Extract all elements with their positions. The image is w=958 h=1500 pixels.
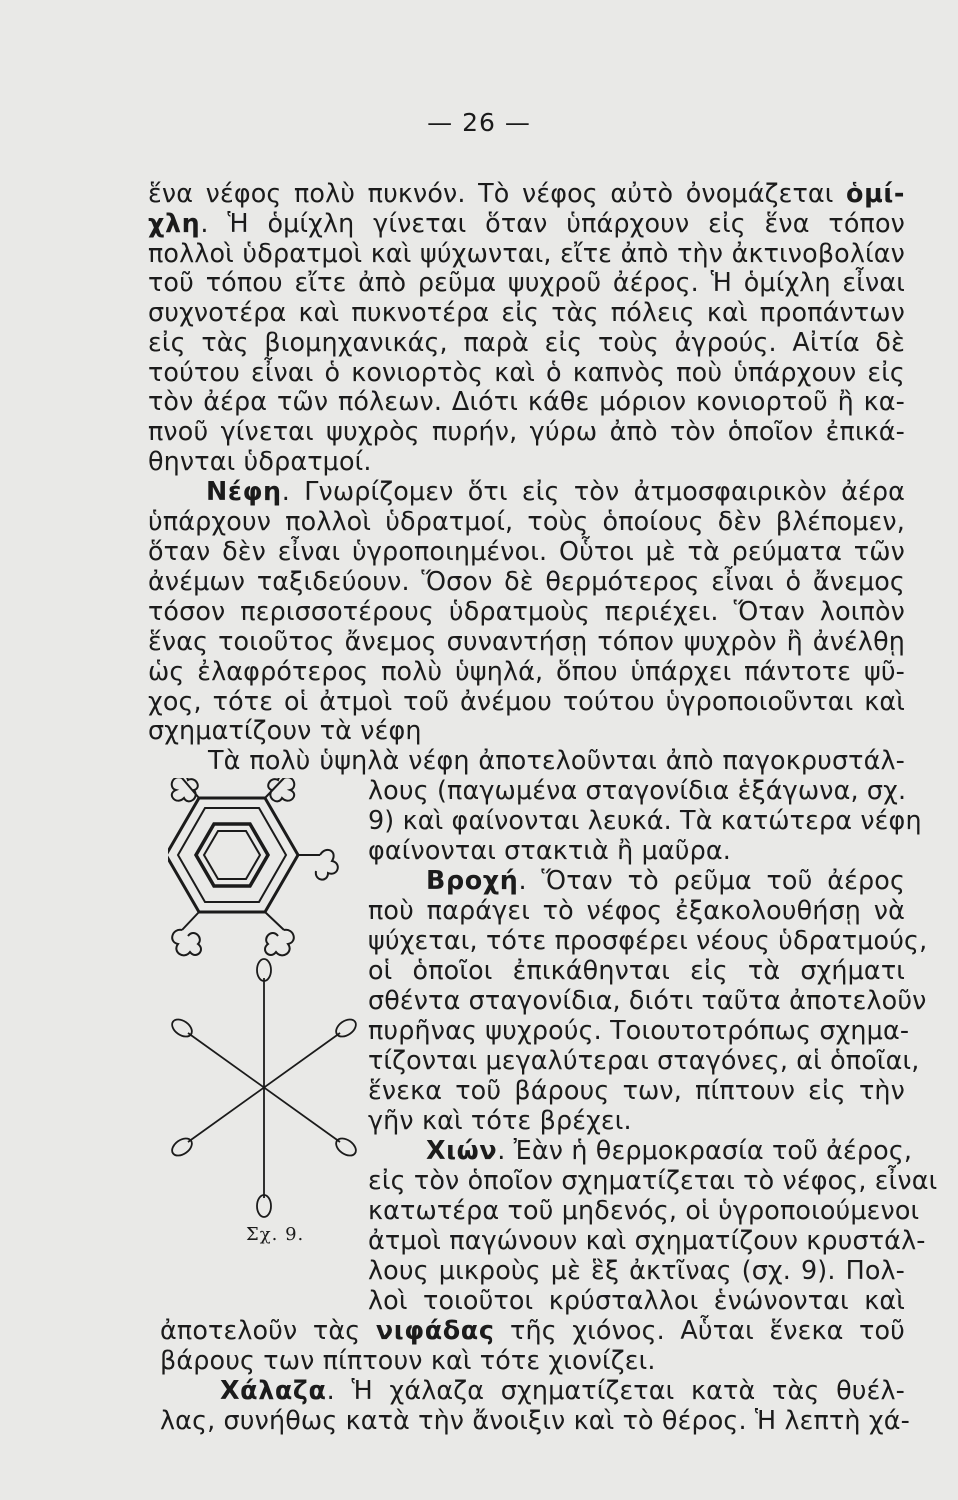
text-run: φαίνονται στακτιὰ ἢ μαῦρα. (368, 835, 732, 865)
text-run: λας, συνήθως κατὰ τὴν ἄνοιξιν καὶ τὸ θέρος. Ἡ λεπτὴ χά- (160, 1405, 910, 1435)
text-run: ἕνεκα τοῦ βάρους των, πίπτουν εἰς τὴν (368, 1075, 905, 1105)
text-run: ἀποτελοῦν τὰς (160, 1315, 376, 1345)
bold-term: Χάλαζα (220, 1375, 327, 1405)
text-line (368, 1045, 920, 1076)
text-run: ὑπάρχουν πολλοὶ ὑδρατμοί, τοὺς ὁποίους δὲν βλέπομεν, (148, 506, 905, 536)
text-run: ποὺ παράγει τὸ νέφος ἐξακολουθήσῃ νὰ (368, 895, 905, 925)
bold-term: χλη (148, 208, 201, 238)
text-line (148, 416, 905, 447)
text-line (368, 955, 905, 986)
text-line (148, 626, 905, 657)
text-line (368, 1015, 910, 1046)
text-run: σθέντα σταγονίδια, διότι ταῦτα ἀποτελοῦν (368, 985, 927, 1015)
text-run: τὸν ἀέρα τῶν πόλεων. Διότι κάθε μόριον κονιορτοῦ ἢ κα- (148, 386, 905, 416)
text-run: Τὰ πολὺ ὑψηλὰ νέφη ἀποτελοῦνται ἀπὸ παγοκρυστάλ- (208, 745, 905, 775)
text-run: τῆς χιόνος. Αὗται ἕνεκα τοῦ (494, 1315, 905, 1345)
text-line (368, 1165, 938, 1196)
text-line (148, 357, 905, 388)
text-line (148, 178, 905, 209)
text-run: πνοῦ γίνεται ψυχρὸς πυρήν, γύρω ἀπὸ τὸν ὁποῖον ἐπικά- (148, 416, 905, 446)
text-run: . Ἐὰν ἡ θερμοκρασία τοῦ ἀέρος, (497, 1135, 913, 1165)
text-line (148, 297, 905, 328)
text-line (426, 1135, 913, 1166)
text-line (160, 1315, 905, 1346)
text-line (148, 686, 905, 717)
text-line (208, 745, 905, 776)
text-line (148, 656, 905, 687)
text-line (368, 1225, 926, 1256)
text-line (148, 238, 905, 269)
text-run: γῆν καὶ τότε βρέχει. (368, 1105, 632, 1135)
bold-term: Βροχή (426, 865, 519, 895)
bold-term: Νέφη (206, 476, 282, 506)
text-line (368, 835, 731, 866)
text-run: τούτου εἶναι ὁ κονιορτὸς καὶ ὁ καπνὸς ποὺ ὑπάρχουν εἰς (148, 357, 905, 387)
text-line (368, 1255, 905, 1286)
text-line (148, 267, 905, 298)
text-run: χος, τότε οἱ ἀτμοὶ τοῦ ἀνέμου τούτου ὑγροποιοῦνται καὶ (148, 686, 905, 716)
text-line (368, 985, 927, 1016)
text-line (220, 1375, 905, 1406)
text-run: . Γνωρίζομεν ὅτι εἰς τὸν ἀτμοσφαιρικὸν ἀέρα (281, 476, 905, 506)
text-line (148, 536, 905, 567)
text-run: 9) καὶ φαίνονται λευκά. Τὰ κατώτερα νέφη (368, 805, 922, 835)
text-line (426, 865, 905, 896)
text-line (148, 386, 905, 417)
text-run: ἕνα νέφος πολὺ πυκνόν. Τὸ νέφος αὐτὸ ὀνομάζεται (148, 178, 847, 208)
text-run: οἱ ὁποῖοι ἐπικάθηνται εἰς τὰ σχήματι (368, 955, 905, 985)
text-run: πολλοὶ ὑδρατμοὶ καὶ ψύχωνται, εἴτε ἀπὸ τὴν ἀκτινοβολίαν (148, 238, 905, 268)
text-run: ψύχεται, τότε προσφέρει νέους ὑδρατμούς, (368, 925, 928, 955)
text-line (160, 1345, 656, 1376)
text-run: ἕνας τοιοῦτος ἄνεμος συναντήσῃ τόπον ψυχρὸν ἢ ἀνέλθῃ (148, 626, 905, 656)
text-line (368, 775, 905, 806)
bold-term: Χιών (426, 1135, 498, 1165)
text-line (368, 1195, 920, 1226)
text-run: εἰς τὰς βιομηχανικάς, παρὰ εἰς τοὺς ἀγρούς. Αἰτία δὲ (148, 327, 905, 357)
text-line (148, 596, 905, 627)
text-line (368, 805, 922, 836)
text-line (368, 1105, 632, 1136)
hexagonal-ice-crystal-icon (168, 778, 338, 955)
text-run: . Ἡ ὁμίχλη γίνεται ὅταν ὑπάρχουν εἰς ἕνα τόπον (200, 208, 905, 238)
text-run: βάρους των πίπτουν καὶ τότε χιονίζει. (160, 1345, 656, 1375)
text-line (206, 476, 905, 507)
text-run: ὡς ἐλαφρότερος πολὺ ὑψηλά, ὅπου ὑπάρχει πάντοτε ψῦ- (148, 656, 905, 686)
figure-caption: Σχ. 9. (246, 1224, 305, 1245)
text-run: τίζονται μεγαλύτεραι σταγόνες, αἱ ὁποῖαι, (368, 1045, 920, 1075)
text-line (368, 925, 928, 956)
text-run: λους μικροὺς μὲ ἓξ ἀκτῖνας (σχ. 9). Πολ- (368, 1255, 905, 1285)
text-line (148, 566, 905, 597)
page-number: — 26 — (427, 108, 531, 137)
text-line (148, 506, 905, 537)
text-run: εἰς τὸν ὁποῖον σχηματίζεται τὸ νέφος, εἶναι (368, 1165, 938, 1195)
text-run: θηνται ὑδρατμοί. (148, 446, 372, 476)
text-line (148, 208, 905, 239)
text-run: . Ἡ χάλαζα σχηματίζεται κατὰ τὰς θυέλ- (326, 1375, 905, 1405)
text-run: σχηματίζουν τὰ νέφη (148, 715, 422, 745)
text-run: κατωτέρα τοῦ μηδενός, οἱ ὑγροποιούμενοι (368, 1195, 920, 1225)
text-run: ἀνέμων ταξιδεύουν. Ὅσον δὲ θερμότερος εἶναι ὁ ἄνεμος (148, 566, 905, 596)
text-run: . Ὅταν τὸ ρεῦμα τοῦ ἀέρος (518, 865, 905, 895)
figure-9-snowflakes (168, 778, 363, 1233)
text-line (148, 715, 422, 746)
text-line (148, 446, 372, 477)
text-line (368, 1075, 905, 1106)
text-run: λους (παγωμένα σταγονίδια ἑξάγωνα, σχ. (368, 775, 907, 805)
text-run: πυρῆνας ψυχρούς. Τοιουτοτρόπως σχημα- (368, 1015, 910, 1045)
bold-term: ὁμί- (846, 178, 905, 208)
text-line (368, 895, 905, 926)
text-run: τοῦ τόπου εἴτε ἀπὸ ρεῦμα ψυχροῦ ἀέρος. Ἡ ὁμίχλη εἶναι (148, 267, 905, 297)
text-run: ἀτμοὶ παγώνουν καὶ σχηματίζουν κρυστάλ- (368, 1225, 926, 1255)
text-line (160, 1405, 910, 1436)
text-line (148, 327, 905, 358)
text-run: συχνοτέρα καὶ πυκνοτέρα εἰς τὰς πόλεις καὶ προπάντων (148, 297, 905, 327)
text-run: λοὶ τοιοῦτοι κρύσταλλοι ἑνώνονται καὶ (368, 1285, 905, 1315)
bold-term: νιφάδας (375, 1315, 495, 1345)
six-ray-snow-crystal-icon (169, 959, 359, 1217)
text-run: τόσον περισσοτέρους ὑδρατμοὺς περιέχει. Ὅταν λοιπὸν (148, 596, 905, 626)
text-run: ὅταν δὲν εἶναι ὑγροποιημένοι. Οὗτοι μὲ τὰ ρεύματα τῶν (148, 536, 905, 566)
text-line (368, 1285, 905, 1316)
